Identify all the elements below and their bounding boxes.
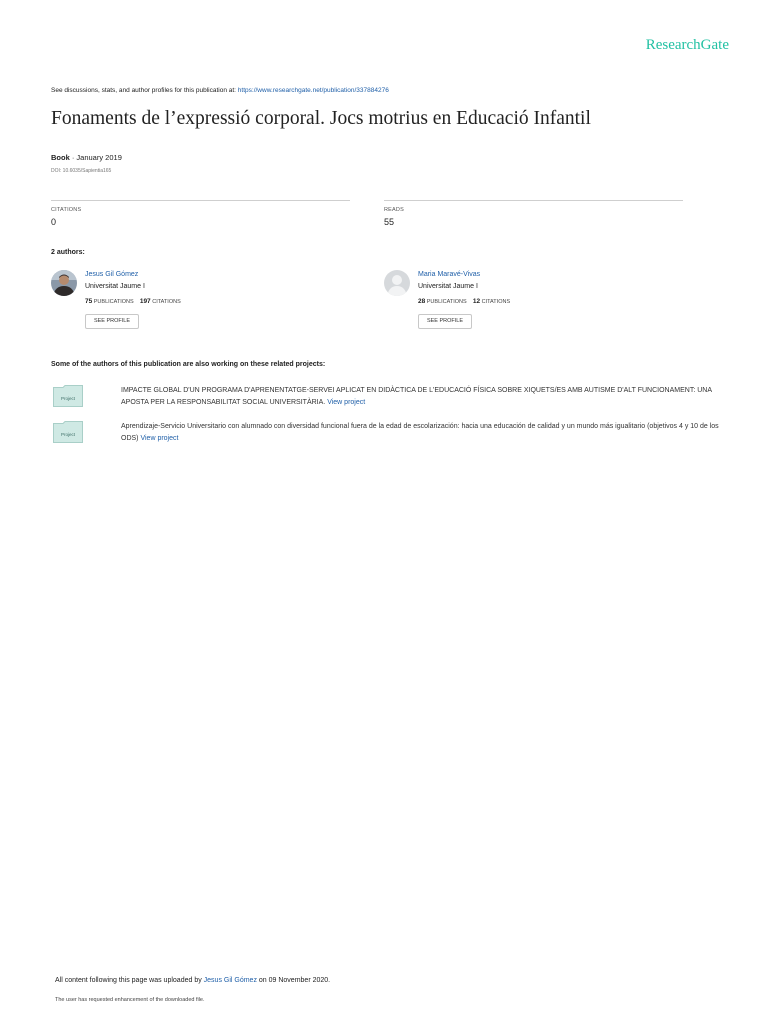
publication-title: Fonaments de l’expressió corporal. Jocs motrius en Educació Infantil	[51, 108, 591, 129]
publication-type: Book	[51, 153, 70, 162]
reads-divider	[384, 200, 683, 201]
project-item	[51, 385, 731, 411]
upload-suffix: on 09 November 2020.	[256, 977, 331, 984]
researchgate-logo[interactable]: ResearchGate	[645, 37, 729, 53]
see-profile-button[interactable]: SEE PROFILE	[418, 314, 472, 329]
project-folder-icon[interactable]	[53, 385, 83, 407]
author-stats	[85, 298, 181, 305]
discussion-prefix: See discussions, stats, and author profiles for this publication at:	[51, 87, 238, 94]
author-institution: Universitat Jaume I	[418, 283, 478, 290]
citations-label: CITATIONS	[51, 207, 82, 213]
enhancement-note: The user has requested enhancement of the downloaded file.	[55, 997, 205, 1003]
author-publications-label: PUBLICATIONS	[93, 299, 134, 305]
project-icon-label: Project	[60, 432, 76, 437]
author-publications-count: 75	[85, 298, 93, 305]
author-stats	[418, 298, 510, 305]
default-avatar-icon	[384, 270, 410, 296]
author-publications-count: 28	[418, 298, 426, 305]
author-citations-label: CITATIONS	[481, 299, 511, 305]
upload-note	[55, 977, 330, 984]
uploader-link[interactable]: Jesus Gil Gómez	[203, 977, 257, 984]
project-description	[121, 385, 721, 409]
publication-url-link[interactable]: https://www.researchgate.net/publication/337884276	[237, 87, 389, 94]
authors-heading: 2 authors:	[51, 249, 85, 256]
see-profile-button[interactable]: SEE PROFILE	[85, 314, 139, 329]
reads-count: 55	[384, 217, 395, 227]
project-icon-label: Project	[60, 396, 76, 401]
author-citations-count: 12	[472, 298, 481, 305]
author-avatar[interactable]	[51, 270, 77, 296]
publication-meta	[51, 153, 122, 162]
author-name-link[interactable]: Jesus Gil Gómez	[85, 271, 139, 278]
author-card	[51, 270, 311, 334]
view-project-link[interactable]: View project	[327, 399, 366, 406]
citations-count: 0	[51, 217, 57, 227]
project-item	[51, 421, 731, 447]
discussion-note	[51, 87, 389, 94]
view-project-link[interactable]: View project	[140, 435, 179, 442]
reads-label: READS	[384, 207, 404, 213]
upload-prefix: All content following this page was uploaded by	[55, 977, 204, 984]
author-name-link[interactable]: Maria Maravé-Vivas	[418, 271, 481, 278]
publication-date: · January 2019	[69, 153, 122, 162]
project-folder-icon[interactable]	[53, 421, 83, 443]
project-description	[121, 421, 721, 445]
author-citations-label: CITATIONS	[152, 299, 181, 305]
author-card	[384, 270, 644, 334]
project-title: Aprendizaje-Servicio Universitario con alumnado con diversidad funcional fuera de la edad de escolarización: hacia una educación de calidad y un mundo más igualitario (objetivos 4 y 10 de los ODS)	[121, 423, 719, 442]
project-title: IMPACTE GLOBAL D'UN PROGRAMA D'APRENENTATGE-SERVEI APLICAT EN DIDÀCTICA DE L'EDUCACIÓ FÍSICA SOBRE XIQUETS/ES AMB AUTISME D'ALT FUNCIONAMENT: UNA APOSTA PER LA RESPONSABILITAT SOCIAL UNIVERSITÀRIA.	[121, 387, 712, 406]
author-avatar[interactable]	[384, 270, 410, 296]
author-photo-icon	[51, 270, 77, 296]
publication-doi: DOI: 10.6035/Sapientia165	[51, 168, 112, 174]
author-citations-count: 197	[139, 298, 151, 305]
citations-divider	[51, 200, 350, 201]
author-institution: Universitat Jaume I	[85, 283, 145, 290]
author-publications-label: PUBLICATIONS	[426, 299, 467, 305]
related-projects-heading: Some of the authors of this publication are also working on these related projects:	[51, 361, 326, 368]
